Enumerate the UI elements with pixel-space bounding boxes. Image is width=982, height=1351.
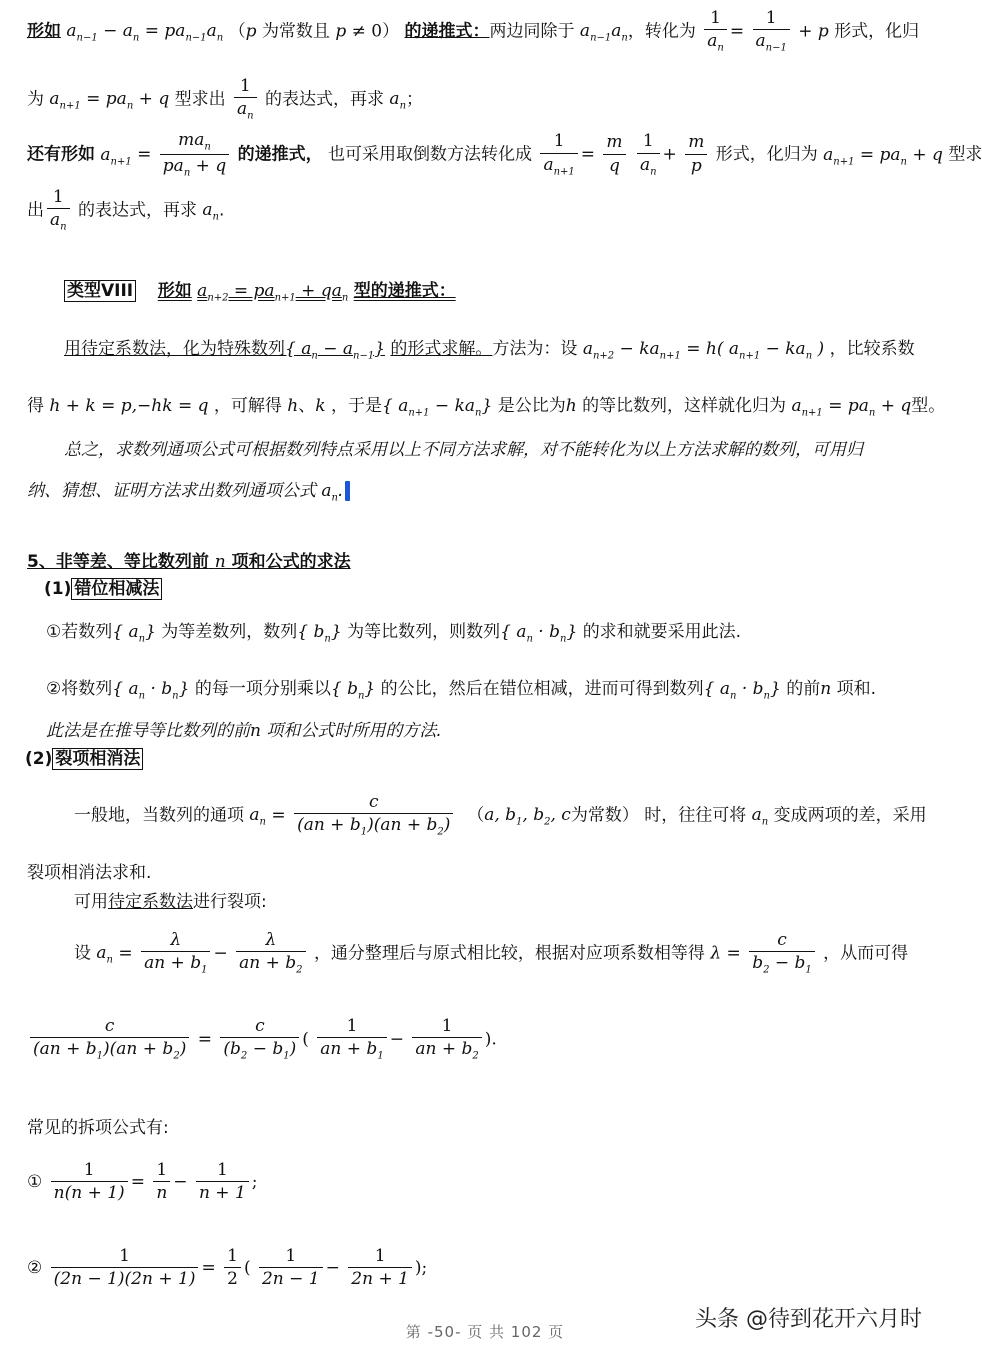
type8-heading: 类型VIII 形如 $a_{n+2} = pa_{n+1} + qa_n$ 型的递推式： <box>64 280 952 304</box>
method1-item1: ①若数列{ $a_n$} 为等差数列，数列{ $b_n$} 为等比数列，则数列{ $a_n \cdot b_n$} 的求和就要采用此法. <box>46 622 742 645</box>
m2d-t1: 设 <box>74 943 91 964</box>
method1-label: (1) <box>44 579 72 599</box>
fraction-1-over-an-1: $\frac{1}{a_{n-1}}$ <box>753 8 790 55</box>
para2b-end: . <box>219 200 225 221</box>
para1-paren1: （ <box>228 21 246 42</box>
para2-recur: 的递推式， <box>237 144 323 165</box>
m1a-t1: 为等差数列，数列 <box>161 622 298 642</box>
m1b-t4: 项和. <box>836 679 876 699</box>
m2c-t1: 可用 <box>74 892 108 912</box>
watermark: 头条 @待到花开六月时 <box>695 1307 922 1332</box>
para1-text3: 形式，化归 <box>834 21 920 42</box>
para1-paren2: ） <box>382 21 400 42</box>
m2a-t4: 变成两项的差，采用 <box>773 805 927 826</box>
m1c-t1: 此法是在推导等比数列的前 <box>46 721 250 741</box>
type8b-part1: ，可解得 <box>213 396 282 416</box>
summary-line2: 纳、猜想、证明方法求出数列通项公式 $a_n$. <box>27 480 952 504</box>
formula-item2: ② $\frac{1}{(2n - 1)(2n + 1)}$ = $\frac{1}{2}$ ( $\frac{1}{2n - 1}$ − $\frac{1}{2n + 1}$ ); <box>27 1246 428 1290</box>
type8b-part4: 的等比数列，这样就化归为 <box>582 396 787 416</box>
type8a-part2: 的形式求解。 <box>390 339 493 359</box>
method1-title: 错位相减法 <box>71 578 162 600</box>
formula-item1: ① $\frac{1}{n(n + 1)}$ = $\frac{1}{n}$ − $\frac{1}{n + 1}$ ; <box>27 1160 258 1204</box>
m1c-t2: 项和公式时所用的方法. <box>266 721 442 741</box>
section5-title-a: 5、非等差、等比数列前 <box>27 552 209 572</box>
f1-mark: ① <box>27 1172 43 1193</box>
type8-method-cont: 得 h + k = p,−hk = q ，可解得 h、k ，于是{ $a_{n+1} - ka_n$} 是公比为h 的等比数列，这样就化归为 $a_{n+1} = pa_n + q$型。 <box>27 396 946 419</box>
para-linear-recurrence: 形如 $a_{n-1} - a_n = pa_{n-1}a_n$ （p 为常数且 p ≠ 0） 的递推式：两边同除于 $a_{n-1}a_n$，转化为 $\frac{1}{a_n}$ = $\frac{1}{a_{n-1}}$ + p 形式，化归 <box>27 8 920 54</box>
para2-text1: 也可采用取倒数方法转化成 <box>328 144 533 165</box>
method2-heading <box>25 748 952 770</box>
m2a-t1: 一般地，当数列的通项 <box>74 805 244 826</box>
para1-recur: 的递推式： <box>404 21 490 42</box>
para2b-expr: 的表达式，再求 <box>78 200 197 221</box>
f2-mark: ② <box>27 1258 43 1279</box>
para2-text2: 形式，化归为 <box>715 144 818 165</box>
type8b-part3: 是公比为 <box>497 396 566 416</box>
m1b-t2: 的公比，然后在错位相减，进而可得到数列 <box>380 679 704 699</box>
method2-title: 裂项相消法 <box>52 748 143 770</box>
type8b-part5: 型。 <box>911 396 946 416</box>
formula-recurrence: $a_{n-1} - a_n = pa_{n-1}a_n$ <box>66 21 224 44</box>
method2-setup: 设 $a_n$ = $\frac{\lambda}{an + b_1}$ − $\frac{\lambda}{an + b_2}$ ，通分整理后与原式相比较，根据对应项系数相等得 λ = $\frac{c}{b_2 - b_1}$ ，从而可得 <box>74 930 909 976</box>
m2a-t2: 为常数） <box>570 805 639 826</box>
method1-heading <box>44 578 952 600</box>
method1-note: 此法是在推导等比数列的前n 项和公式时所用的方法. <box>46 721 442 741</box>
m1b-t3: 的前 <box>786 679 821 699</box>
type8a-part3: 方法为：设 <box>492 339 578 359</box>
page-footer: 第 -50- 页 共 102 页 <box>405 1323 565 1341</box>
para2b-chu: 出 <box>27 200 44 221</box>
para-fractional-recurrence-cont: 出 $\frac{1}{a_n}$ 的表达式，再求 $a_n$. <box>27 187 225 233</box>
method2-result-formula: $\frac{c}{(an + b_1)(an + b_2)}$ = $\frac{c}{(b_2 - b_1)}$ ( $\frac{1}{an + b_1}$ − $\frac{1}{an + b_2}$ ). <box>27 1016 952 1063</box>
type8-method: 用待定系数法，化为特殊数列{ $a_n - a_{n-1}$} 的形式求解。方法为：设 $a_{n+2} - ka_{n+1} = h$( $a_{n+1} - ka_n$ ) ，比较系数 <box>64 339 915 362</box>
para1-p-is: 为常数且 <box>261 21 330 42</box>
type8-label: 类型VIII <box>64 280 136 302</box>
m1b-t1: 的每一项分别乘以 <box>194 679 331 699</box>
type8b-de: 得 <box>27 396 44 416</box>
m1a-t3: 的求和就要采用此法. <box>582 622 742 642</box>
para-fractional-recurrence: 还有形如 $a_{n+1}$ = $\frac{ma_n}{pa_n + q}$ 的递推式， 也可采用取倒数方法转化成 $\frac{1}{a_{n+1}}$ = $\frac{m}{q}$ $\frac{1}{a_n}$ + $\frac{m}{p}$ 形式，化归为 $a_{n+1} = pa_n + q$ 型求 <box>27 130 982 179</box>
para-linear-recurrence-cont: 为 $a_{n+1} = pa_n + q$ 型求出 $\frac{1}{a_n}$ 的表达式，再求 $a_n$； <box>27 76 424 122</box>
para1-text2: ，转化为 <box>627 21 696 42</box>
para1b-expr: 的表达式，再求 <box>265 89 385 110</box>
para1b-wei: 为 <box>27 89 44 110</box>
type8-recur: 型的递推式： <box>353 281 456 301</box>
method2-undetermined <box>74 891 952 913</box>
para1b-type: 型求出 <box>174 89 226 110</box>
section5-title-b: 项和公式的求法 <box>231 552 351 572</box>
type8a-part1: 用待定系数法，化为特殊数列 <box>64 339 285 359</box>
m1a-t2: 为等比数列，则数列 <box>347 622 501 642</box>
m2a-t3: 时，往往可将 <box>644 805 747 826</box>
type8b-sep: 、 <box>298 396 316 416</box>
method2-label: (2) <box>25 749 53 769</box>
text-cursor[interactable] <box>345 481 350 501</box>
fraction-1-over-an: $\frac{1}{a_n}$ <box>704 8 727 55</box>
m2d-t3: ，从而可得 <box>823 943 909 964</box>
summary-line2-text: 纳、猜想、证明方法求出数列通项公式 <box>27 481 316 501</box>
para1-lead: 形如 <box>27 21 61 42</box>
m1b-mark: ②将数列 <box>46 679 113 699</box>
m2d-t2: ，通分整理后与原式相比较，根据对应项系数相等得 <box>313 943 705 964</box>
summary-line1: 总之，求数列通项公式可根据数列特点采用以上不同方法求解，对不能转化为以上方法求解的数列，可用归 <box>64 440 863 460</box>
para2-lead: 还有形如 <box>27 144 95 165</box>
method2-general: 一般地，当数列的通项 $a_n$ = $\frac{c}{(an + b_1)(an + b_2)}$ （a, $b_1$, $b_2$, c为常数） 时，往往可将 $a_n$ 变成两项的差，采用 <box>74 792 927 838</box>
m2c-t3: 进行裂项: <box>193 892 267 912</box>
type8a-part4: ，比较系数 <box>829 339 915 359</box>
para1b-end: ； <box>406 89 424 110</box>
type8-lead: 形如 <box>157 281 192 301</box>
method1-item2: ②将数列{ $a_n \cdot b_n$} 的每一项分别乘以{ $b_n$} 的公比，然后在错位相减，进而可得到数列{ $a_n \cdot b_n$} 的前n 项和. <box>46 679 876 702</box>
para1-text1: 两边同除于 <box>489 21 575 42</box>
m2c-t2: 待定系数法 <box>108 892 193 912</box>
common-formulas-title: 常见的拆项公式有: <box>27 1118 169 1138</box>
m1a-mark: ①若数列 <box>46 622 113 642</box>
method2-general-cont: 裂项相消法求和. <box>27 863 152 883</box>
section5-title: 5、非等差、等比数列前 n 项和公式的求法 <box>27 552 351 572</box>
para2-text3: 型求 <box>948 144 982 165</box>
type8b-part2: ，于是 <box>330 396 382 416</box>
